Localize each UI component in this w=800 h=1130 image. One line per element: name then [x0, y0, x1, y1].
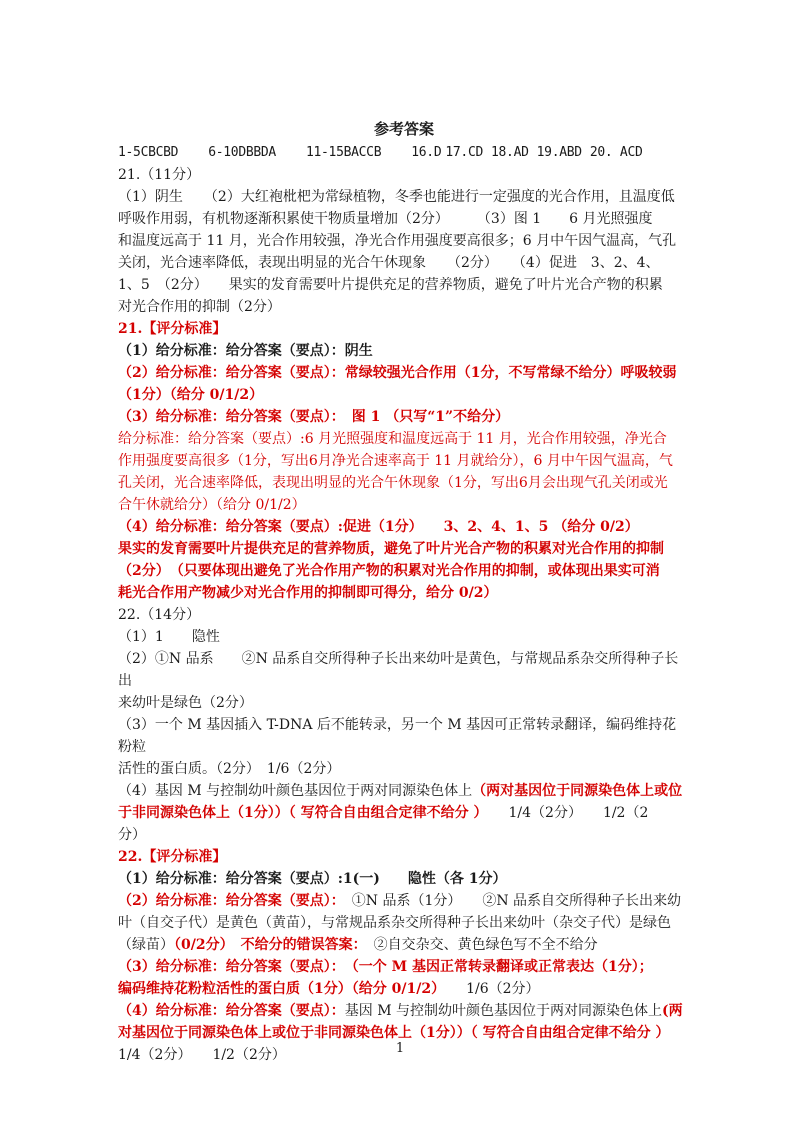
q21-rubric-title: 21.【评分标准】 — [118, 321, 227, 337]
q22-rubric-2 — [118, 890, 690, 912]
q21-rubric-2: （1分）（给分 0/1/2） — [118, 387, 264, 403]
page-title: 参考答案 — [373, 120, 434, 138]
answer-range-1-5: 1-5CBCBD — [118, 145, 179, 160]
page-number: 1 — [395, 1041, 405, 1056]
q21-rubric-3-line: 孔关闭，光合速率降低，表现出明显的光合午休现象（1分，写出6月会出现气孔关闭或光 — [118, 475, 668, 491]
q22-rubric-title: 22.【评分标准】 — [118, 849, 227, 865]
q21-rubric-3-line: 给分标准：给分答案（要点）:6 月光照强度和温度远高于 11 月，光合作用较强，净光合 — [118, 431, 667, 447]
q22-rubric-2-line-text: （绿苗） — [118, 937, 174, 953]
q21-rubric-3-line: 作用强度要高很多（1分，写出6月净光合速率高于 11 月就给分），6 月中午因气温高，气 — [118, 453, 673, 469]
q22-rubric-2-rest: ①N 品系（1分） ②N 品系自交所得种子长出来幼 — [337, 893, 682, 909]
multiple-choice-answers — [118, 142, 690, 164]
q22-rubric-4-head: （4）给分标准：给分答案（要点）： — [118, 1003, 345, 1019]
page-content — [118, 118, 690, 1066]
q22-answer-4-end: 分） — [118, 827, 146, 843]
q22-rubric-2-line: 叶（自交子代）是黄色（黄苗），与常规品系杂交所得种子长出来幼叶（杂交子代）是绿色 — [118, 915, 671, 931]
q21-answer-line: 1、5 （2分） 果实的发育需要叶片提供充足的营养物质，避免了叶片光合产物的积累 — [118, 277, 663, 293]
q21-rubric-4-line: 果实的发育需要叶片提供充足的营养物质，避免了叶片光合产物的积累对光合作用的抑制 — [118, 541, 664, 557]
q22-rubric-4-mid: 基因 M 与控制幼叶颜色基因位于两对同源染色体上 — [344, 1003, 662, 1019]
answer-range-11-15: 11-15BACCB — [305, 145, 382, 160]
q22-rubric-4-tail: 1/4（2分） 1/2（2分） — [118, 1047, 286, 1063]
answer-18: 18.AD — [491, 145, 529, 160]
q21-rubric-3-head: （3）给分标准：给分答案（要点）： 图 1 （只写“1”不给分） — [118, 409, 510, 425]
q22-rubric-4-line: 对基因位于同源染色体上或位于非同源染色体上（1分））（ 写符合自由组合定律不给分 ） — [118, 1025, 670, 1041]
q22-answer-4-red: （两对基因位于同源染色体上或位 — [472, 783, 683, 799]
q22-rubric-4-red: (两 — [661, 1003, 683, 1019]
q21-rubric-1: （1）给分标准：给分答案（要点）：阴生 — [118, 343, 373, 359]
q22-rubric-4 — [118, 1000, 690, 1022]
q22-answer-4-cont — [118, 802, 690, 824]
q22-header: 22.（14分） — [118, 607, 201, 623]
q21-answer-line: 对光合作用的抑制（2分） — [118, 299, 281, 315]
answer-20: 20. ACD — [589, 145, 643, 160]
q22-answer-4-tail: 1/4（2分） 1/2（2 — [480, 805, 649, 821]
q22-answer-4-red: 于非同源染色体上（1分））（ 写符合自由组合定律不给分 ） — [118, 805, 481, 821]
q22-answer-4-text: （4）基因 M 与控制幼叶颜色基因位于两对同源染色体上 — [118, 783, 473, 799]
q22-rubric-3-text: 编码维持花粉粒活性的蛋白质（1分）（给分 0/1/2） — [118, 981, 439, 997]
q22-answer-line: 来幼叶是绿色（2分） — [118, 695, 253, 711]
q21-rubric-3-line: 合午休就给分）（给分 0/1/2） — [118, 497, 306, 513]
q21-rubric-4-head: （4）给分标准：给分答案（要点）:促进（1分） 3、2、4、1、5 （给分 0/2） — [118, 519, 639, 535]
q21-rubric-4-line: 耗光合作用产物减少对光合作用的抑制即可得分，给分 0/2） — [118, 585, 498, 601]
answer-16: 16.D — [411, 145, 442, 160]
q21-answer-line: 呼吸作用弱，有机物逐渐积累使干物质量增加（2分） （3）图 1 6 月光照强度 — [118, 211, 653, 227]
q22-answer-line: （2）①N 品系 ②N 品系自交所得种子长出来幼叶是黄色，与常规品系杂交所得种子长出 — [118, 651, 679, 689]
q21-answer-line: 关闭，光合速率降低，表现出明显的光合午休现象 （2分） （4）促进 3、2、4、 — [118, 255, 660, 271]
q22-rubric-2-wrong: ②自交杂交、黄色绿色写不全不给分 — [359, 937, 598, 953]
q22-rubric-2-wrong-label: 不给分的错误答案： — [226, 937, 360, 953]
q22-answer-line: （1）1 隐性 — [118, 629, 220, 645]
q21-header: 21.（11分） — [118, 167, 201, 183]
answer-range-6-10: 6-10DBBDA — [208, 145, 276, 160]
q22-answer-line: 活性的蛋白质。（2分） 1/6（2分） — [118, 761, 341, 777]
answer-19: 19.ABD — [536, 145, 582, 160]
q21-rubric-2: （2）给分标准：给分答案（要点）：常绿较强光合作用（1分，不写常绿不给分）呼吸较弱 — [118, 365, 677, 381]
q22-rubric-3-line — [118, 978, 690, 1000]
q22-answer-4 — [118, 780, 690, 802]
q22-rubric-2-score: （0/2分） — [174, 937, 227, 953]
q22-rubric-3-line: （3）给分标准：给分答案（要点）： （一个 M 基因正常转录翻译或正常表达（1分）； — [118, 959, 653, 975]
answer-17: 17.CD — [445, 145, 483, 160]
q21-answer-line: （1）阴生 （2）大红袍枇杷为常绿植物，冬季也能进行一定强度的光合作用，且温度低 — [118, 189, 675, 205]
q21-rubric-4-line: （2分） （只要体现出避免了光合作用产物的积累对光合作用的抑制，或体现出果实可消 — [118, 563, 660, 579]
q22-rubric-2-line — [118, 934, 690, 956]
q21-answer-line: 和温度远高于 11 月，光合作用较强，净光合作用强度要高很多；6 月中午因气温高，气孔 — [118, 233, 677, 249]
q22-rubric-2-head: （2）给分标准：给分答案（要点）： — [118, 893, 338, 909]
q22-rubric-3-tail: 1/6（2分） — [438, 981, 540, 997]
q22-answer-line: （3）一个 M 基因插入 T-DNA 后不能转录，另一个 M 基因可正常转录翻译，编码维持花粉粒 — [118, 717, 677, 755]
q22-rubric-1: （1）给分标准：给分答案（要点）:1(一) 隐性（各 1分） — [118, 871, 507, 887]
